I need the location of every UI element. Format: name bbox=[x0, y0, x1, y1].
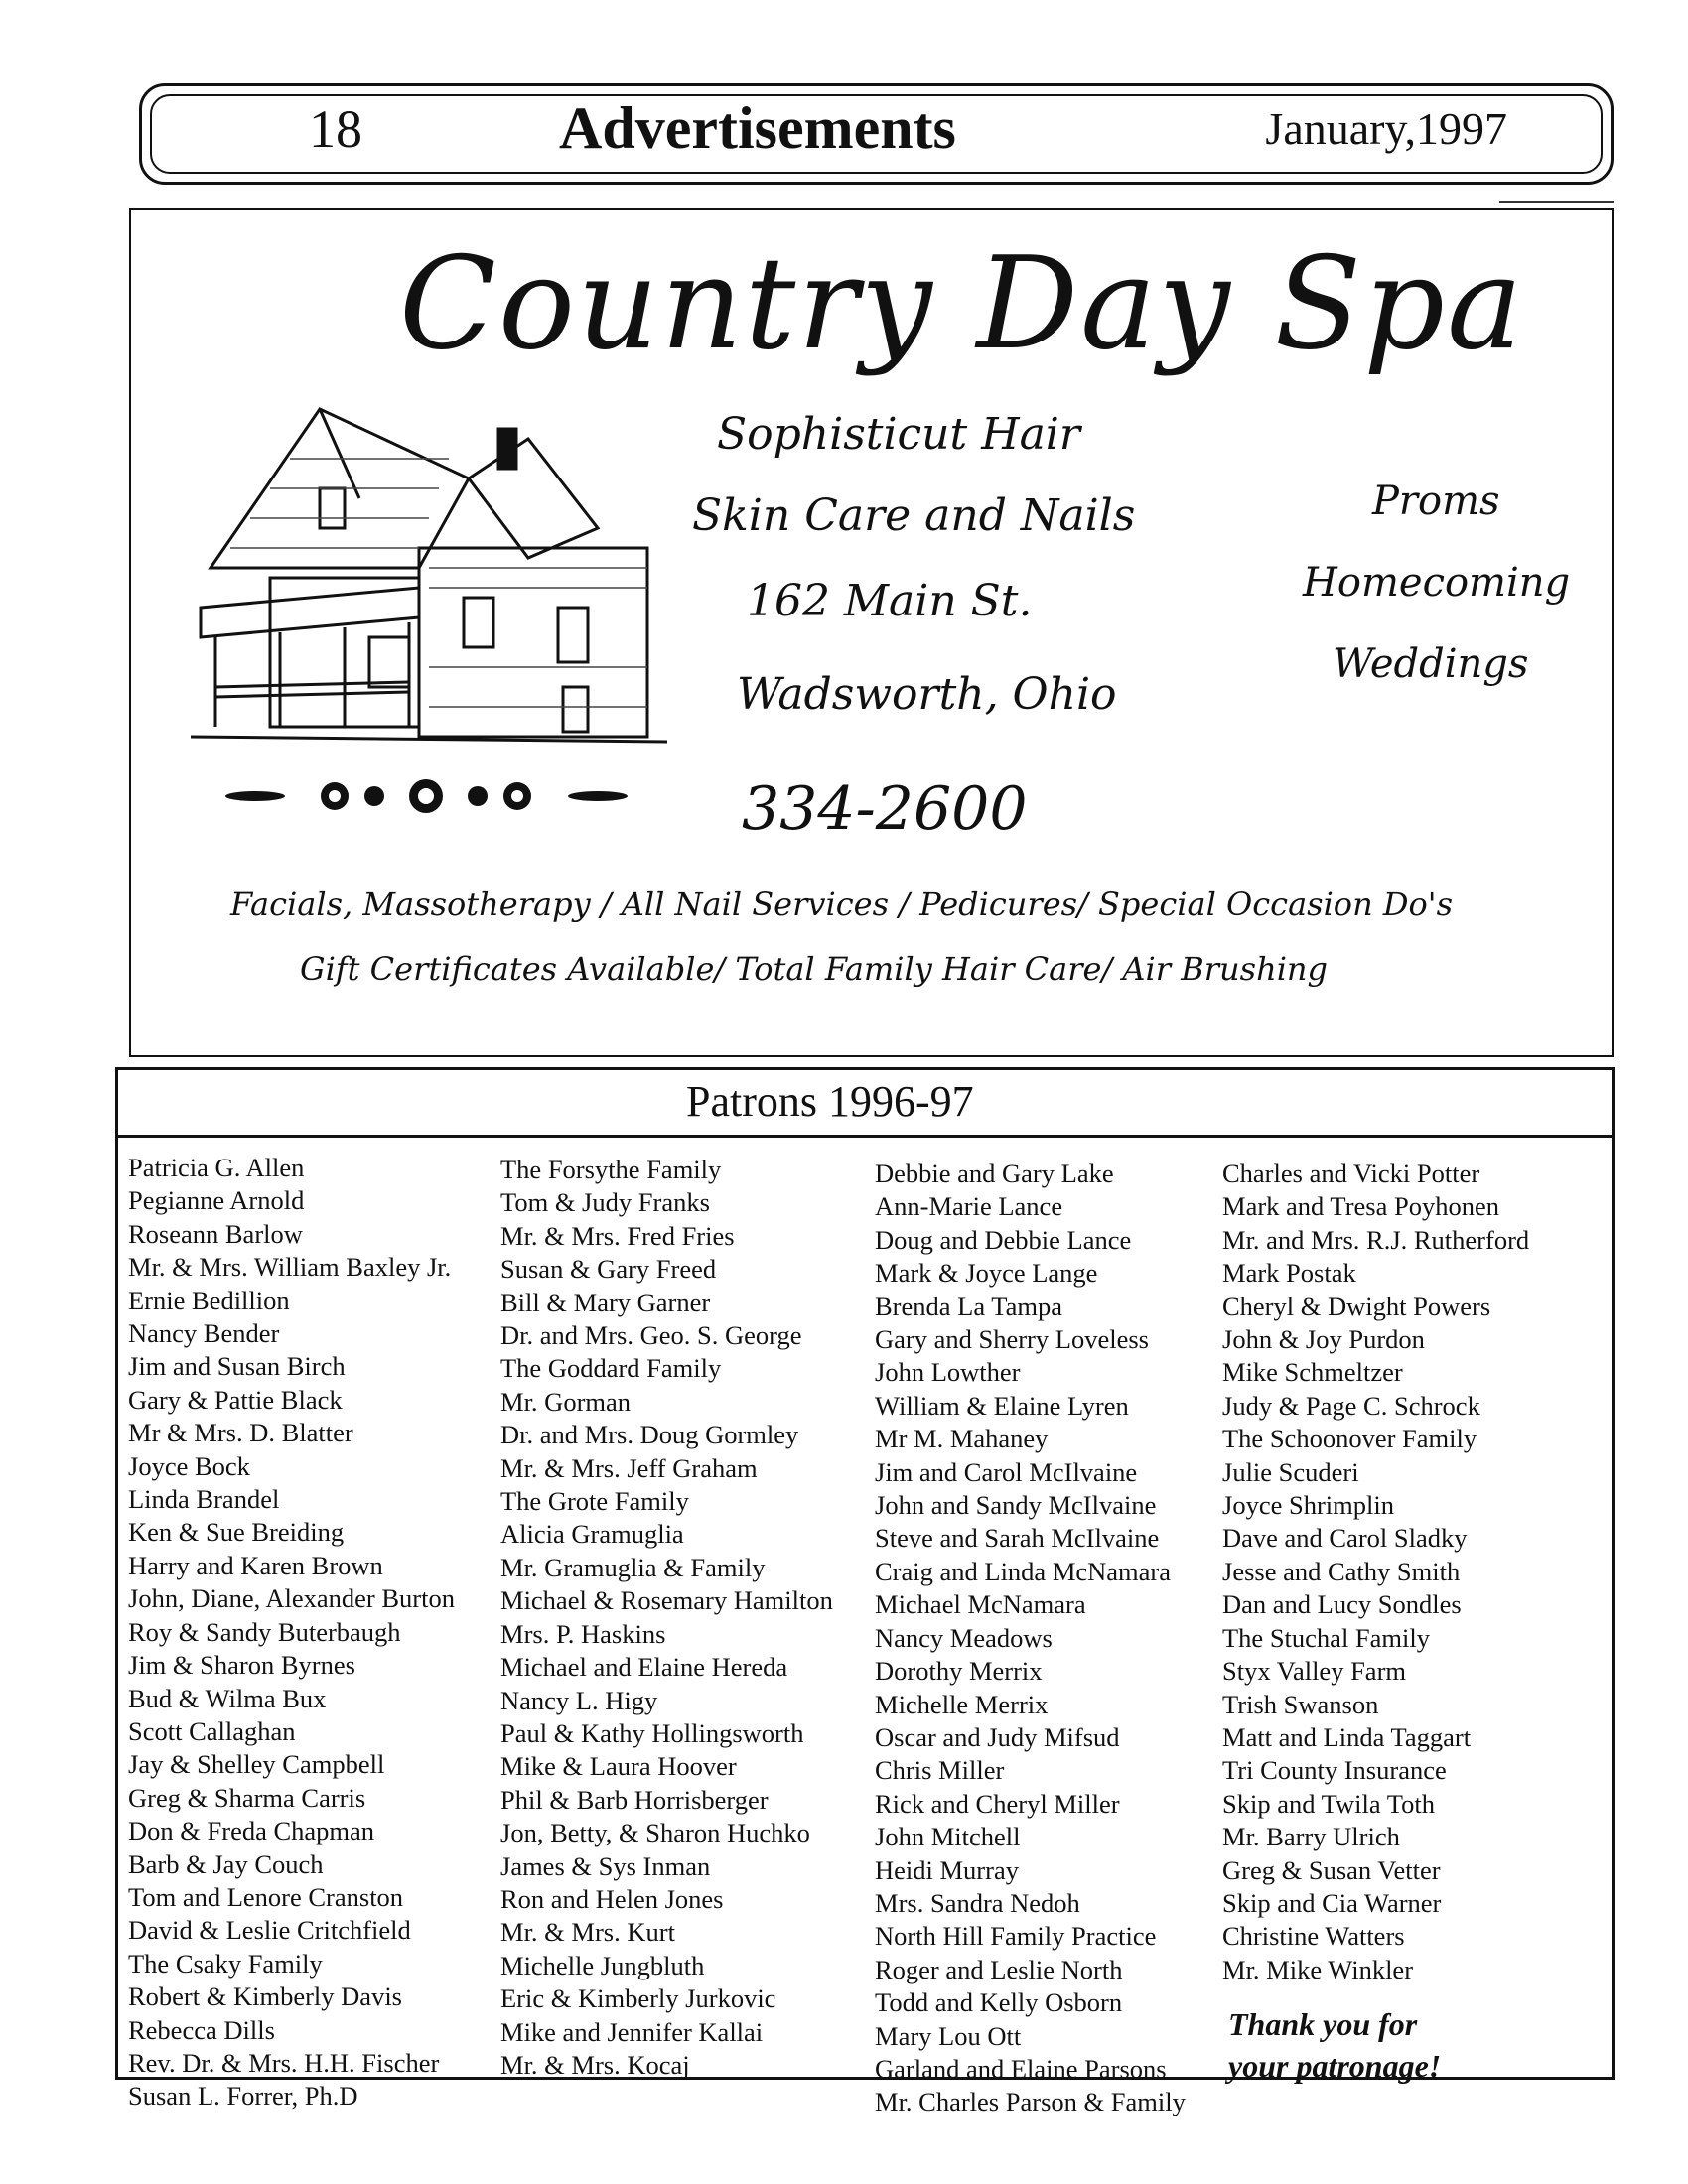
patron-name: Jim and Susan Birch bbox=[128, 1351, 346, 1382]
patron-name: Michelle Jungbluth bbox=[500, 1950, 705, 1980]
thank-you-note bbox=[1228, 2003, 1441, 2087]
patron-name: Michael McNamara bbox=[875, 1589, 1086, 1620]
patron-name: Joyce Bock bbox=[128, 1450, 250, 1481]
patron-name: Pegianne Arnold bbox=[128, 1185, 305, 1216]
patron-name: Michelle Merrix bbox=[875, 1689, 1049, 1719]
patron-name: Mr. Charles Parson & Family bbox=[875, 2087, 1186, 2117]
patron-name: Barb & Jay Couch bbox=[128, 1848, 324, 1879]
patron-name: Roseann Barlow bbox=[128, 1218, 303, 1249]
patron-name: Mr. Gramuglia & Family bbox=[500, 1552, 766, 1582]
patron-name: Alicia Gramuglia bbox=[500, 1519, 684, 1550]
patron-name: Roger and Leslie North bbox=[875, 1954, 1123, 1984]
patron-name: Mary Lou Ott bbox=[875, 2020, 1022, 2051]
services-line-1: Facials, Massotherapy / All Nail Services / Pedicures/ Special Occasion Do's bbox=[230, 886, 1453, 923]
patron-name: Gary and Sherry Loveless bbox=[875, 1324, 1149, 1355]
patron-name: Ken & Sue Breiding bbox=[128, 1517, 345, 1548]
services-line-2: Gift Certificates Available/ Total Family Hair Care/ Air Brushing bbox=[300, 950, 1329, 988]
patrons-title-bar bbox=[118, 1070, 1612, 1138]
patron-name: Robert & Kimberly Davis bbox=[128, 1981, 402, 2012]
patron-name: Doug and Debbie Lance bbox=[875, 1224, 1132, 1255]
patron-name: Brenda La Tampa bbox=[875, 1291, 1062, 1321]
patron-name: Harry and Karen Brown bbox=[128, 1550, 383, 1580]
patron-name: Skip and Twila Toth bbox=[1222, 1788, 1435, 1819]
event-homecoming: Homecoming bbox=[1303, 560, 1571, 606]
patron-name: Paul & Kathy Hollingsworth bbox=[500, 1717, 804, 1748]
patron-name: Julie Scuderi bbox=[1222, 1456, 1359, 1487]
patron-name: Styx Valley Farm bbox=[1222, 1656, 1407, 1687]
patron-name: John Lowther bbox=[875, 1357, 1021, 1388]
patron-name: Bill & Mary Garner bbox=[500, 1287, 711, 1317]
patron-name: Mike Schmeltzer bbox=[1222, 1357, 1403, 1388]
patron-name: John Mitchell bbox=[875, 1822, 1021, 1852]
event-weddings: Weddings bbox=[1333, 641, 1529, 687]
patron-name: Debbie and Gary Lake bbox=[875, 1159, 1114, 1188]
patron-name: Mr. Mike Winkler bbox=[1222, 1954, 1414, 1984]
patron-name: Ernie Bedillion bbox=[128, 1285, 290, 1315]
patrons-list bbox=[115, 1067, 1615, 2117]
patron-name: Patricia G. Allen bbox=[128, 1153, 305, 1182]
patron-name: Eric & Kimberly Jurkovic bbox=[500, 1983, 776, 2014]
patron-name: Don & Freda Chapman bbox=[128, 1816, 375, 1846]
patron-name: Christine Watters bbox=[1222, 1921, 1405, 1952]
patrons-column-1 bbox=[128, 1152, 455, 2114]
patron-name: Jesse and Cathy Smith bbox=[1222, 1556, 1461, 1586]
patron-name: Mr. & Mrs. Fred Fries bbox=[500, 1220, 735, 1251]
patron-name: Scott Callaghan bbox=[128, 1715, 296, 1746]
patron-name: Dave and Carol Sladky bbox=[1222, 1523, 1468, 1554]
page-header bbox=[139, 83, 1614, 185]
header-rule bbox=[1499, 201, 1614, 203]
tagline-hair: Sophisticut Hair bbox=[717, 409, 1080, 460]
patron-name: Greg & Sharma Carris bbox=[128, 1782, 366, 1813]
patron-name: Michael and Elaine Hereda bbox=[500, 1652, 788, 1683]
patron-name: Dorothy Merrix bbox=[875, 1656, 1043, 1687]
event-proms: Proms bbox=[1372, 478, 1500, 524]
patron-name: Jim & Sharon Byrnes bbox=[128, 1650, 355, 1681]
patron-name: Mr. & Mrs. Kocaj bbox=[500, 2049, 690, 2080]
patrons-column-4 bbox=[1222, 1158, 1529, 1986]
house-illustration bbox=[171, 399, 687, 756]
patron-name: Ron and Helen Jones bbox=[500, 1883, 724, 1914]
patron-name: Mr. & Mrs. Jeff Graham bbox=[500, 1452, 758, 1483]
patron-name: Craig and Linda McNamara bbox=[875, 1556, 1172, 1586]
patron-name: Matt and Linda Taggart bbox=[1222, 1721, 1472, 1752]
patron-name: Jay & Shelley Campbell bbox=[128, 1749, 385, 1780]
patron-name: The Grote Family bbox=[500, 1486, 689, 1517]
patron-name: Dan and Lucy Sondles bbox=[1222, 1589, 1462, 1620]
patron-name: Rev. Dr. & Mrs. H.H. Fischer bbox=[128, 2047, 440, 2078]
patron-name: James & Sys Inman bbox=[500, 1850, 711, 1881]
patron-name: Mark & Joyce Lange bbox=[875, 1258, 1098, 1289]
patron-name: Tom & Judy Franks bbox=[500, 1187, 710, 1218]
patron-name: The Forsythe Family bbox=[500, 1155, 722, 1184]
patron-name: Heidi Murray bbox=[875, 1854, 1019, 1885]
patron-name: Skip and Cia Warner bbox=[1222, 1887, 1442, 1918]
business-name: Country Day Spa bbox=[399, 230, 1525, 378]
patron-name: John and Sandy McIlvaine bbox=[875, 1490, 1157, 1521]
spa-advertisement bbox=[129, 208, 1614, 1057]
patron-name: Dr. and Mrs. Doug Gormley bbox=[500, 1420, 799, 1450]
patron-name: Dr. and Mrs. Geo. S. George bbox=[500, 1320, 802, 1351]
patron-name: Tom and Lenore Cranston bbox=[128, 1881, 404, 1912]
tagline-skin-nails: Skin Care and Nails bbox=[692, 490, 1136, 541]
patron-name: Mr. Gorman bbox=[500, 1386, 632, 1417]
patron-name: William & Elaine Lyren bbox=[875, 1390, 1129, 1421]
patron-name: Nancy L. Higy bbox=[500, 1685, 658, 1715]
patron-name: The Stuchal Family bbox=[1222, 1622, 1431, 1653]
patron-name: Nancy Meadows bbox=[875, 1622, 1053, 1653]
patrons-title: Patrons 1996-97 bbox=[686, 1077, 974, 1126]
patron-name: Michael & Rosemary Hamilton bbox=[500, 1585, 833, 1616]
floral-ornament bbox=[215, 776, 637, 816]
patron-name: Bud & Wilma Bux bbox=[128, 1683, 327, 1713]
patron-name: Susan L. Forrer, Ph.D bbox=[128, 2081, 358, 2112]
issue-date: January,1997 bbox=[1265, 103, 1507, 154]
patrons-column-2 bbox=[500, 1154, 833, 2082]
patron-name: The Schoonover Family bbox=[1222, 1424, 1477, 1454]
patron-name: Gary & Pattie Black bbox=[128, 1384, 343, 1415]
patron-name: The Goddard Family bbox=[500, 1353, 722, 1384]
patron-name: Phil & Barb Horrisberger bbox=[500, 1784, 769, 1815]
patron-name: Rick and Cheryl Miller bbox=[875, 1788, 1120, 1819]
patron-name: Nancy Bender bbox=[128, 1318, 280, 1349]
patron-name: Mr. and Mrs. R.J. Rutherford bbox=[1222, 1224, 1530, 1255]
patron-name: Mrs. Sandra Nedoh bbox=[875, 1887, 1080, 1918]
page-number: 18 bbox=[309, 99, 362, 159]
patron-name: Rebecca Dills bbox=[128, 2014, 275, 2045]
patron-name: Ann-Marie Lance bbox=[875, 1191, 1063, 1222]
patron-name: North Hill Family Practice bbox=[875, 1921, 1157, 1952]
patron-name: Cheryl & Dwight Powers bbox=[1222, 1291, 1491, 1321]
patron-name: Steve and Sarah McIlvaine bbox=[875, 1523, 1160, 1554]
patron-name: Mark Postak bbox=[1222, 1258, 1356, 1289]
patron-name: Mr & Mrs. D. Blatter bbox=[128, 1418, 353, 1448]
thank-you-line-2: your patronage! bbox=[1228, 2048, 1442, 2084]
patron-name: Greg & Susan Vetter bbox=[1222, 1854, 1441, 1885]
patron-name: Mrs. P. Haskins bbox=[500, 1618, 666, 1649]
patron-name: Judy & Page C. Schrock bbox=[1222, 1390, 1480, 1421]
patron-name: Jon, Betty, & Sharon Huchko bbox=[500, 1818, 810, 1848]
patron-name: John, Diane, Alexander Burton bbox=[128, 1583, 455, 1614]
patron-name: Mark and Tresa Poyhonen bbox=[1222, 1191, 1499, 1222]
thank-you-line-1: Thank you for bbox=[1228, 2006, 1418, 2042]
city-address: Wadsworth, Ohio bbox=[737, 669, 1117, 720]
patron-name: David & Leslie Critchfield bbox=[128, 1915, 411, 1946]
patron-name: John & Joy Purdon bbox=[1222, 1324, 1425, 1355]
patrons-column-3 bbox=[875, 1158, 1186, 2119]
patron-name: Trish Swanson bbox=[1222, 1689, 1379, 1719]
patron-name: Joyce Shrimplin bbox=[1222, 1490, 1394, 1521]
patron-name: The Csaky Family bbox=[128, 1948, 323, 1979]
patron-name: Linda Brandel bbox=[128, 1484, 280, 1515]
patron-name: Mr. Barry Ulrich bbox=[1222, 1822, 1400, 1852]
patron-name: Charles and Vicki Potter bbox=[1222, 1159, 1480, 1188]
street-address: 162 Main St. bbox=[747, 576, 1033, 626]
patron-name: Garland and Elaine Parsons bbox=[875, 2053, 1167, 2084]
patron-name: Tri County Insurance bbox=[1222, 1755, 1447, 1786]
patron-name: Mike and Jennifer Kallai bbox=[500, 2016, 764, 2047]
patron-name: Todd and Kelly Osborn bbox=[875, 1987, 1123, 2018]
patron-name: Oscar and Judy Mifsud bbox=[875, 1721, 1120, 1752]
patron-name: Mike & Laura Hoover bbox=[500, 1751, 737, 1782]
section-title: Advertisements bbox=[559, 95, 956, 161]
patron-name: Jim and Carol McIlvaine bbox=[875, 1456, 1138, 1487]
patron-name: Roy & Sandy Buterbaugh bbox=[128, 1616, 401, 1647]
patron-name: Mr M. Mahaney bbox=[875, 1424, 1049, 1454]
patron-name: Mr. & Mrs. Kurt bbox=[500, 1917, 675, 1948]
patron-name: Susan & Gary Freed bbox=[500, 1254, 717, 1285]
phone-number: 334-2600 bbox=[742, 774, 1028, 844]
patron-name: Chris Miller bbox=[875, 1755, 1005, 1786]
patron-name: Mr. & Mrs. William Baxley Jr. bbox=[128, 1252, 452, 1283]
